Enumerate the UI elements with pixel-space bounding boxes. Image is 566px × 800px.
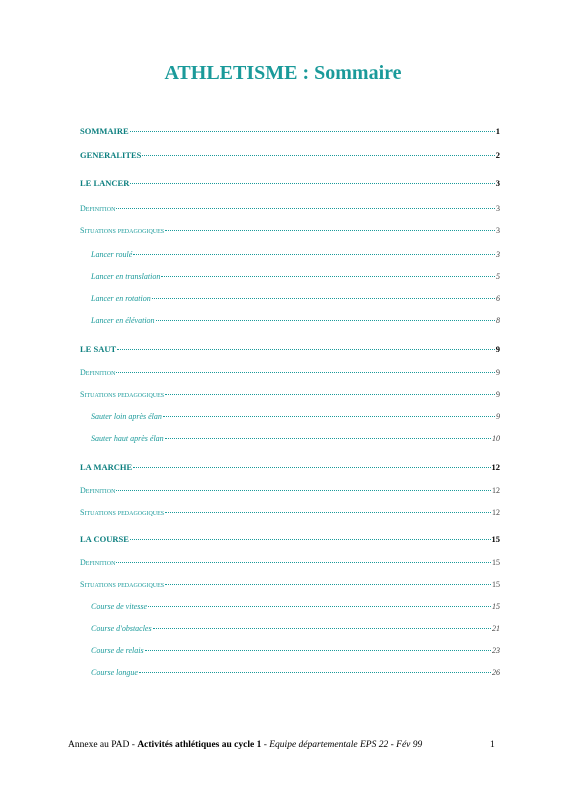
- toc-entry[interactable]: [80, 178, 500, 188]
- toc-entry[interactable]: [80, 250, 500, 259]
- toc-entry-page: 26: [492, 668, 500, 677]
- toc-leader-dots: [130, 539, 491, 540]
- toc-leader-dots: [165, 394, 495, 395]
- toc-entry[interactable]: [80, 486, 500, 495]
- toc-entry-page: 12: [492, 508, 500, 517]
- toc-leader-dots: [133, 467, 490, 468]
- toc-entry-label: LA COURSE: [80, 534, 129, 544]
- toc-entry-label: Lancer en translation: [91, 272, 161, 281]
- toc-entry-label: Situations pedagogiques: [80, 580, 165, 589]
- toc-entry-label: GENERALITES: [80, 150, 142, 160]
- toc-entry[interactable]: [80, 390, 500, 399]
- toc-leader-dots: [116, 372, 495, 373]
- toc-entry-page: 5: [496, 272, 500, 281]
- toc-entry[interactable]: [80, 580, 500, 589]
- toc-entry-label: Lancer roulé: [91, 250, 133, 259]
- toc-entry-page: 3: [495, 178, 500, 188]
- toc-leader-dots: [116, 562, 491, 563]
- toc-leader-dots: [156, 320, 495, 321]
- toc-leader-dots: [117, 349, 495, 350]
- toc-entry-page: 12: [491, 462, 500, 472]
- toc-leader-dots: [130, 131, 495, 132]
- toc-entry[interactable]: [80, 368, 500, 377]
- toc-entry-page: 15: [492, 580, 500, 589]
- toc-entry-page: 23: [492, 646, 500, 655]
- toc-leader-dots: [116, 208, 495, 209]
- toc-entry[interactable]: [80, 150, 500, 160]
- toc-entry[interactable]: [80, 272, 500, 281]
- toc-entry-label: Definition: [80, 204, 116, 213]
- toc-leader-dots: [133, 254, 495, 255]
- footer-course-title: Activités athlétiques au cycle 1: [137, 740, 262, 750]
- toc-entry[interactable]: [80, 412, 500, 421]
- toc-entry-page: 9: [496, 390, 500, 399]
- toc-entry-label: Definition: [80, 558, 116, 567]
- page-number: 1: [490, 740, 495, 750]
- toc-leader-dots: [163, 416, 495, 417]
- toc-entry-page: 2: [495, 150, 500, 160]
- toc-entry[interactable]: [80, 602, 500, 611]
- toc-entry-page: 3: [496, 250, 500, 259]
- toc-entry-page: 21: [492, 624, 500, 633]
- toc-leader-dots: [116, 490, 491, 491]
- toc-entry-label: Situations pedagogiques: [80, 390, 165, 399]
- toc-entry-label: Sauter loin après élan: [91, 412, 162, 421]
- toc-leader-dots: [165, 584, 491, 585]
- toc-entry[interactable]: [80, 434, 500, 443]
- toc-entry-page: 15: [492, 558, 500, 567]
- toc-leader-dots: [165, 230, 495, 231]
- toc-entry-label: Sauter haut après élan: [91, 434, 164, 443]
- toc-entry-page: 15: [491, 534, 500, 544]
- toc-entry-page: 12: [492, 486, 500, 495]
- toc-entry[interactable]: [80, 316, 500, 325]
- toc-entry[interactable]: [80, 646, 500, 655]
- toc-entry[interactable]: [80, 294, 500, 303]
- toc-entry-label: LA MARCHE: [80, 462, 133, 472]
- toc-leader-dots: [145, 650, 491, 651]
- toc-entry[interactable]: [80, 344, 500, 354]
- toc-entry-label: LE SAUT: [80, 344, 117, 354]
- toc-entry-page: 1: [495, 126, 500, 136]
- page-title: ATHLETISME : Sommaire: [164, 62, 402, 84]
- footer-prefix: Annexe au PAD -: [68, 740, 138, 750]
- toc-entry-page: 9: [496, 412, 500, 421]
- toc-entry-label: Course de vitesse: [91, 602, 147, 611]
- toc-entry-label: Definition: [80, 486, 116, 495]
- footer: [68, 740, 498, 750]
- toc-entry[interactable]: [80, 534, 500, 544]
- toc-entry-label: LE LANCER: [80, 178, 130, 188]
- toc-leader-dots: [165, 512, 491, 513]
- toc-entry-page: 15: [492, 602, 500, 611]
- toc-entry[interactable]: [80, 462, 500, 472]
- toc-entry-page: 9: [496, 368, 500, 377]
- toc-entry-label: Lancer en rotation: [91, 294, 151, 303]
- toc-entry-page: 8: [496, 316, 500, 325]
- toc-entry[interactable]: [80, 204, 500, 213]
- toc-entry-page: 3: [496, 226, 500, 235]
- toc-entry-label: Situations pedagogiques: [80, 508, 165, 517]
- toc-entry[interactable]: [80, 624, 500, 633]
- toc-entry[interactable]: [80, 508, 500, 517]
- toc-entry-label: Course d'obstacles: [91, 624, 152, 633]
- footer-separator: -: [261, 740, 270, 750]
- toc-entry-page: 6: [496, 294, 500, 303]
- toc-leader-dots: [139, 672, 491, 673]
- toc-entry-label: Lancer en élévation: [91, 316, 155, 325]
- toc-leader-dots: [142, 155, 494, 156]
- footer-team: Equipe départementale EPS 22 - Fév 99: [269, 740, 423, 750]
- toc-entry-page: 9: [495, 344, 500, 354]
- toc-leader-dots: [161, 276, 495, 277]
- toc-leader-dots: [152, 298, 495, 299]
- toc-leader-dots: [153, 628, 491, 629]
- toc-leader-dots: [165, 438, 491, 439]
- toc-entry[interactable]: [80, 126, 500, 136]
- toc-entry-label: Situations pedagogiques: [80, 226, 165, 235]
- toc-entry-page: 3: [496, 204, 500, 213]
- toc-entry[interactable]: [80, 226, 500, 235]
- toc-entry-label: SOMMAIRE: [80, 126, 129, 136]
- toc-entry[interactable]: [80, 558, 500, 567]
- toc-entry-label: Course de relais: [91, 646, 144, 655]
- toc-leader-dots: [130, 183, 494, 184]
- toc-entry-label: Course longue: [91, 668, 138, 677]
- toc-entry[interactable]: [80, 668, 500, 677]
- toc-entry-label: Definition: [80, 368, 116, 377]
- toc-leader-dots: [148, 606, 491, 607]
- toc-entry-page: 10: [492, 434, 500, 443]
